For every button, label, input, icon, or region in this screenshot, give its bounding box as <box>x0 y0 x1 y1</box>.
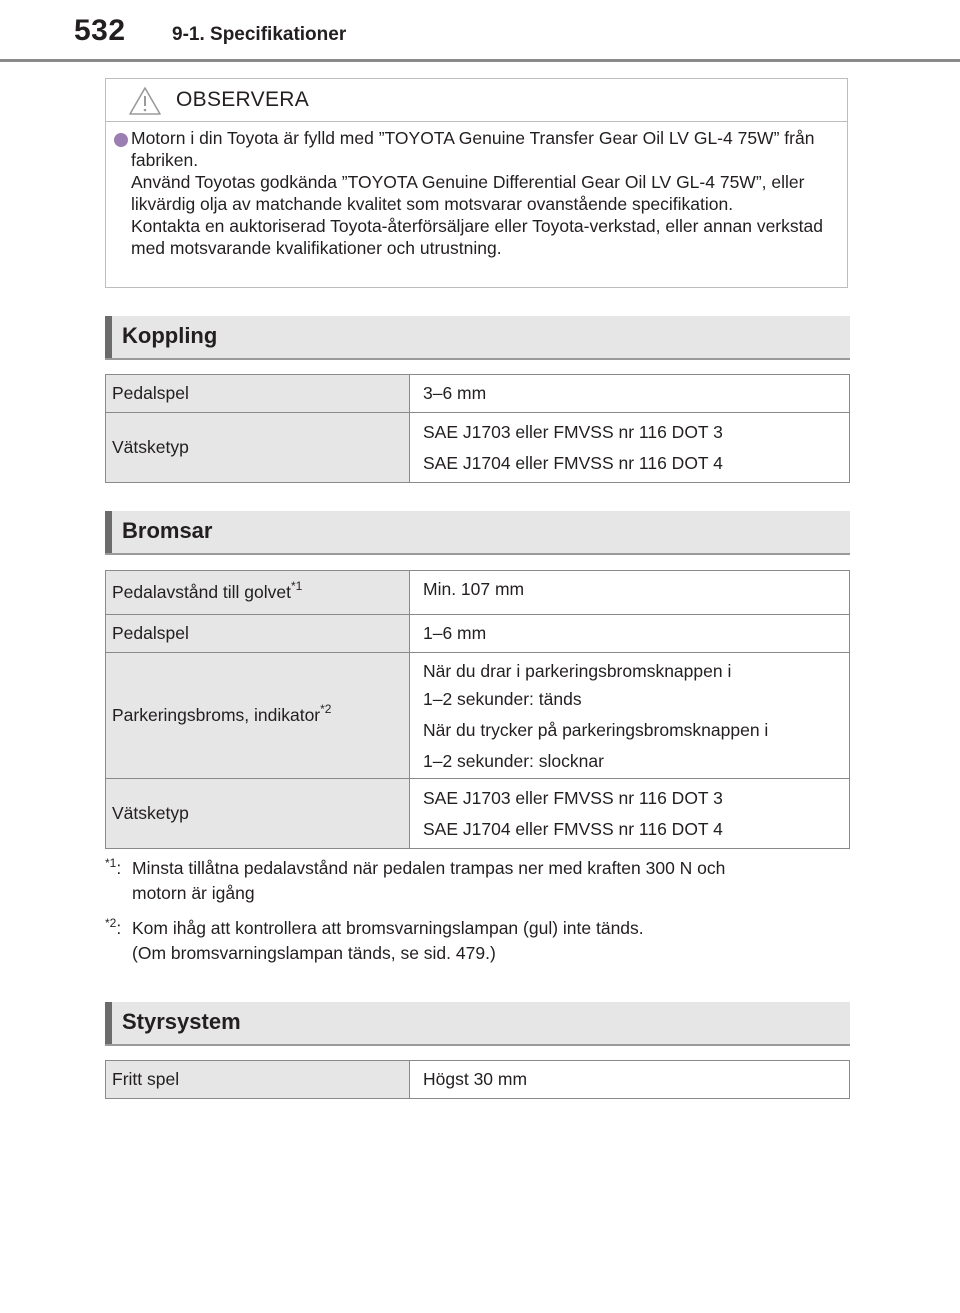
caution-text <box>131 127 831 259</box>
row-label: Vätsketyp <box>106 413 410 483</box>
row-value <box>410 571 850 615</box>
row-value <box>410 413 850 483</box>
value-line: 1–6 mm <box>423 623 487 643</box>
row-label <box>106 653 410 779</box>
heading-label: Koppling <box>122 323 218 348</box>
footnote-line: Kom ihåg att kontrollera att bromsvarningslampan (gul) inte tänds. <box>132 918 644 938</box>
heading-styrsystem <box>105 1002 850 1046</box>
row-value <box>410 615 850 653</box>
value-line: SAE J1703 eller FMVSS nr 116 DOT 3 <box>423 787 723 808</box>
value-line: 1–2 sekunder: tänds <box>423 688 582 709</box>
value-line: När du drar i parkeringsbromsknappen i <box>423 660 732 681</box>
caution-line: Använd Toyotas godkända ”TOYOTA Genuine Differential Gear Oil LV GL-4 75W”, eller likvärdig olja av matchande kvalitet som motsvarar ovanstående specifikation. <box>131 172 805 214</box>
row-label: Pedalspel <box>106 615 410 653</box>
caution-line: Kontakta en auktoriserad Toyota-återförsäljare eller Toyota-verkstad, eller annan verkstad med motsvarande kvalifikationer och utrustning. <box>131 216 823 258</box>
header-rule <box>0 59 960 62</box>
heading-bar <box>105 511 112 553</box>
caution-title: OBSERVERA <box>176 88 310 111</box>
warning-triangle-icon <box>128 86 162 116</box>
row-value <box>410 779 850 849</box>
label-text: Parkeringsbroms, indikator <box>112 705 321 725</box>
table-row <box>106 413 850 483</box>
page-header <box>0 0 960 62</box>
caution-line: Motorn i din Toyota är fylld med ”TOYOTA Genuine Transfer Gear Oil LV GL-4 75W” från fabriken. <box>131 128 815 170</box>
footnote-symbol: *1 <box>105 856 117 870</box>
heading-bar <box>105 1002 112 1044</box>
table-row <box>106 779 850 849</box>
value-line: SAE J1704 eller FMVSS nr 116 DOT 4 <box>423 452 723 473</box>
value-line: När du trycker på parkeringsbromsknappen i <box>423 719 769 740</box>
footnote-line: motorn är igång <box>132 883 255 903</box>
value-line: SAE J1703 eller FMVSS nr 116 DOT 3 <box>423 421 723 442</box>
footnote <box>105 916 850 966</box>
heading-label: Bromsar <box>122 518 213 543</box>
row-value <box>410 375 850 413</box>
table-styrsystem <box>105 1060 850 1099</box>
section-title: 9-1. Specifikationer <box>172 24 347 45</box>
row-label: Fritt spel <box>106 1061 410 1099</box>
footnote-ref: *1 <box>291 579 303 593</box>
value-line: 1–2 sekunder: slocknar <box>423 750 604 771</box>
value-line: 3–6 mm <box>423 383 487 403</box>
row-value <box>410 653 850 779</box>
heading-bar <box>105 316 112 358</box>
bullet-icon <box>114 133 128 147</box>
label-text: Pedalavstånd till golvet <box>112 582 291 602</box>
caution-header <box>106 79 847 122</box>
footnote-mark: $^{*2}$: <box>105 916 122 938</box>
footnote-mark: $^{*1}$: <box>105 856 122 878</box>
table-row <box>106 571 850 615</box>
footnote-symbol: *2 <box>105 916 117 930</box>
heading-koppling <box>105 316 850 360</box>
table-koppling <box>105 374 850 483</box>
value-line: Högst 30 mm <box>423 1069 528 1089</box>
row-label: Pedalspel <box>106 375 410 413</box>
table-bromsar <box>105 570 850 849</box>
row-label <box>106 571 410 615</box>
footnotes <box>105 856 850 976</box>
table-row <box>106 615 850 653</box>
row-label: Vätsketyp <box>106 779 410 849</box>
footnote <box>105 856 850 906</box>
page-number: 532 <box>74 14 126 47</box>
row-value <box>410 1061 850 1099</box>
heading-label: Styrsystem <box>122 1009 241 1034</box>
table-row <box>106 653 850 779</box>
footnote-line: Minsta tillåtna pedalavstånd när pedalen trampas ner med kraften 300 N och <box>132 858 726 878</box>
heading-bromsar <box>105 511 850 555</box>
footnote-line: (Om bromsvarningslampan tänds, se sid. 479.) <box>132 943 496 963</box>
caution-box <box>105 78 848 288</box>
value-line: Min. 107 mm <box>423 579 525 599</box>
table-row <box>106 375 850 413</box>
value-line: SAE J1704 eller FMVSS nr 116 DOT 4 <box>423 818 723 839</box>
footnote-ref: *2 <box>320 702 332 716</box>
table-row <box>106 1061 850 1099</box>
